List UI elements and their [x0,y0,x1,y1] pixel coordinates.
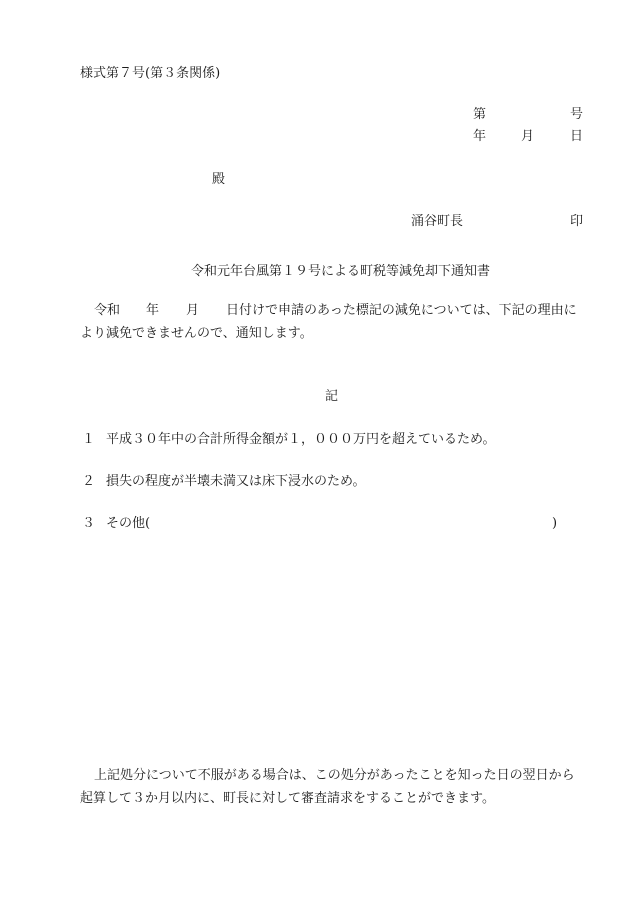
body-year: 年 [146,303,160,318]
date-year: 年 [473,129,487,144]
reason-number: ３ [82,516,96,531]
sender-seal: 印 [570,214,584,229]
date-month: 月 [521,129,535,144]
reason-number: ２ [82,474,96,489]
sender-name: 涌谷町長 [411,214,464,229]
doc-number-gou: 号 [570,107,584,122]
reason-text: 平成３０年中の合計所得金額が１，０００万円を超えているため。 [106,432,496,447]
ki-heading: 記 [325,389,339,404]
reason-text: その他( [106,516,151,531]
reason-number: １ [82,432,96,447]
footer-line2: 起算して３か月以内に、町長に対して審査請求をすることができます。 [80,791,495,806]
reason-close-paren: ) [552,516,558,531]
form-label: 様式第７号(第３条関係) [80,66,221,81]
footer-line1: 上記処分について不服がある場合は、この処分があったことを知った日の翌日から [94,768,575,783]
body-text-line2: より減免できませんので、通知します。 [80,326,313,341]
date-day: 日 [570,129,584,144]
body-month: 月 [186,303,200,318]
doc-number-dai: 第 [473,107,487,122]
body-reiwa: 令和 [94,303,121,318]
body-text-line1: 日付けで申請のあった標記の減免については、下記の理由に [226,303,577,318]
addressee-honorific: 殿 [212,172,226,187]
reason-text: 損失の程度が半壊未満又は床下浸水のため。 [106,474,366,489]
document-title: 令和元年台風第１９号による町税等減免却下通知書 [191,264,491,279]
